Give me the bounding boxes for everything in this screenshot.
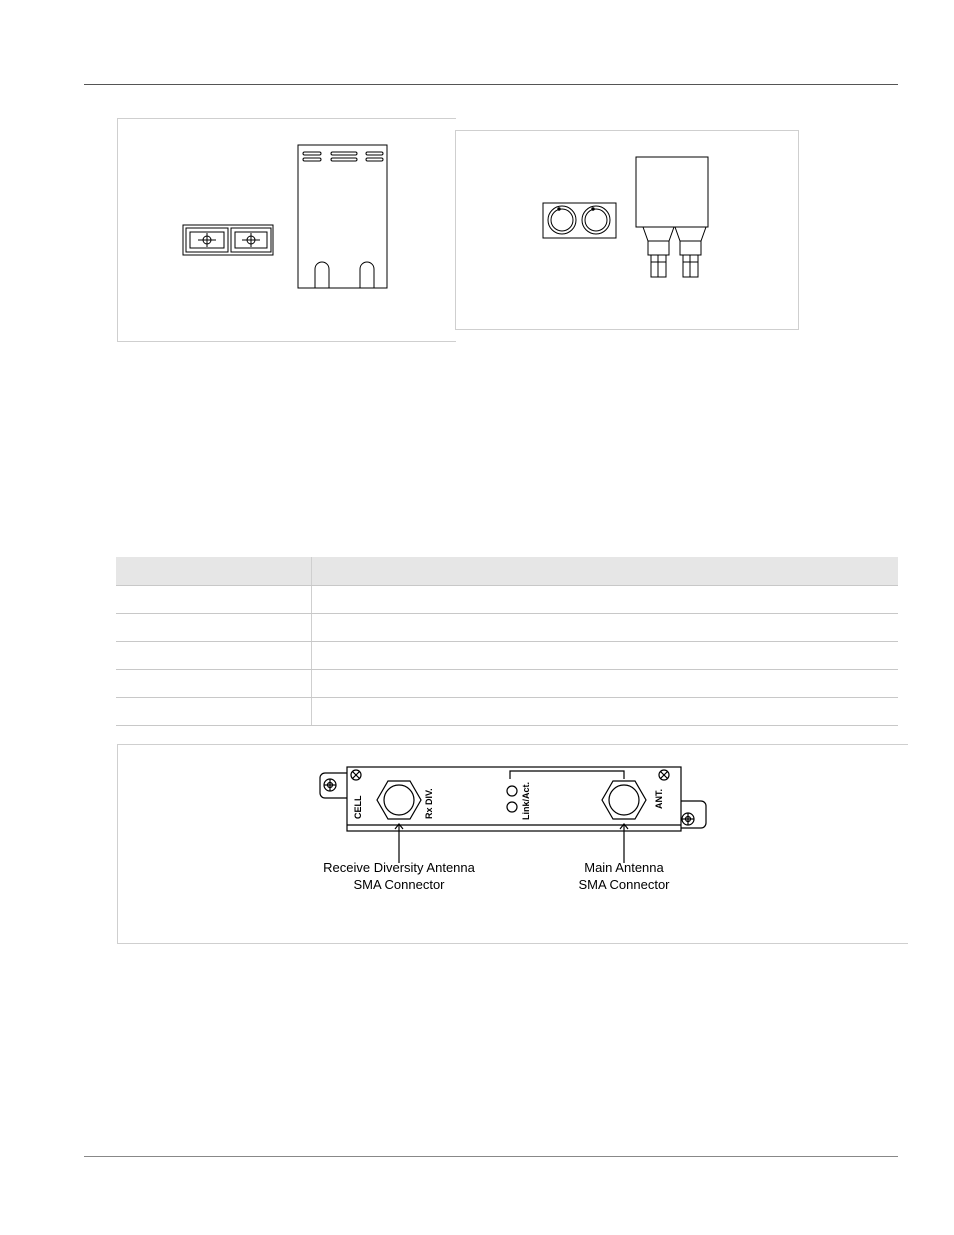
table-row <box>116 670 898 698</box>
st-port-face <box>543 203 616 238</box>
figure-cellular-module <box>117 744 908 944</box>
table-cell <box>312 614 899 642</box>
table-cell <box>116 642 312 670</box>
table-cell <box>312 670 899 698</box>
cell-label: CELL <box>353 795 363 819</box>
table-row <box>116 698 898 726</box>
table-cell <box>116 586 312 614</box>
rx-div-label: Rx DIV. <box>424 788 434 819</box>
table-cell <box>312 698 899 726</box>
table-cell <box>116 670 312 698</box>
main-antenna-callout-line1: Main Antenna <box>584 860 664 875</box>
table-row <box>116 642 898 670</box>
table-header-cell <box>116 557 312 586</box>
table-row <box>116 614 898 642</box>
cellular-faceplate-drawing <box>118 745 908 943</box>
spec-table <box>116 557 898 726</box>
lc-port-face <box>183 225 273 255</box>
header-rule <box>84 84 898 85</box>
lc-module-body <box>298 145 387 288</box>
table-cell <box>312 642 899 670</box>
table-cell <box>312 586 899 614</box>
led-indicator-icon <box>507 802 517 812</box>
table-row <box>116 586 898 614</box>
lc-connector-drawing <box>118 119 456 341</box>
st-module-body <box>636 157 708 277</box>
receive-diversity-callout-line1: Receive Diversity Antenna <box>323 860 475 875</box>
figure-st-connector <box>455 130 799 330</box>
main-antenna-callout-line2: SMA Connector <box>578 877 670 892</box>
table-cell <box>116 614 312 642</box>
receive-diversity-callout-line2: SMA Connector <box>353 877 445 892</box>
faceplate <box>347 767 681 831</box>
table-header-cell <box>312 557 899 586</box>
figure-lc-connector <box>117 118 456 342</box>
st-connector-drawing <box>456 131 798 329</box>
footer-rule <box>84 1156 898 1157</box>
table-header-row <box>116 557 898 586</box>
ant-label: ANT. <box>654 789 664 809</box>
led-indicator-icon <box>507 786 517 796</box>
link-act-label: Link/Act. <box>521 781 531 820</box>
table-cell <box>116 698 312 726</box>
